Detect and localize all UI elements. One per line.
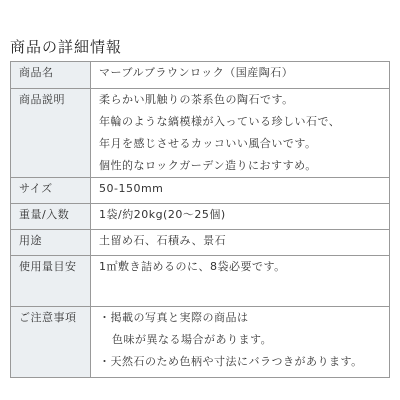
note-item: ・掲載の写真と実際の商品は	[99, 311, 249, 324]
note-item-continuation: 色味が異なる場合があります。	[112, 333, 273, 346]
value-description	[91, 89, 390, 178]
label-description: 商品説明	[11, 89, 91, 178]
description-line: 個性的なロックガーデン造りにおすすめ。	[99, 159, 317, 172]
section-title: 商品の詳細情報	[10, 38, 123, 56]
row-notes	[11, 307, 390, 378]
row-description	[11, 89, 390, 178]
label-amount: 使用量目安	[11, 256, 91, 307]
row-use	[11, 230, 390, 256]
row-product-name	[11, 62, 390, 89]
value-size: 50-150mm	[91, 178, 390, 204]
value-amount: 1㎡敷き詰めるのに、8袋必要です。	[91, 256, 390, 307]
label-weight: 重量/入数	[11, 204, 91, 230]
value-use: 土留め石、石積み、景石	[91, 230, 390, 256]
label-size: サイズ	[11, 178, 91, 204]
value-weight: 1袋/約20kg(20〜25個)	[91, 204, 390, 230]
value-product-name: マーブルブラウンロック（国産陶石）	[91, 62, 390, 89]
label-use: 用途	[11, 230, 91, 256]
note-item: ・天然石のため色柄や寸法にバラつきがあります。	[99, 355, 363, 368]
row-weight	[11, 204, 390, 230]
label-product-name: 商品名	[11, 62, 91, 89]
value-notes	[91, 307, 390, 378]
label-notes: ご注意事項	[11, 307, 91, 378]
row-size	[11, 178, 390, 204]
description-line: 柔らかい肌触りの茶系色の陶石です。	[99, 93, 294, 106]
row-amount	[11, 256, 390, 307]
description-line: 年月を感じさせるカッコいい風合いです。	[99, 137, 317, 150]
description-line: 年輪のような縞模様が入っている珍しい石で、	[99, 115, 341, 128]
product-detail-table	[10, 61, 390, 378]
